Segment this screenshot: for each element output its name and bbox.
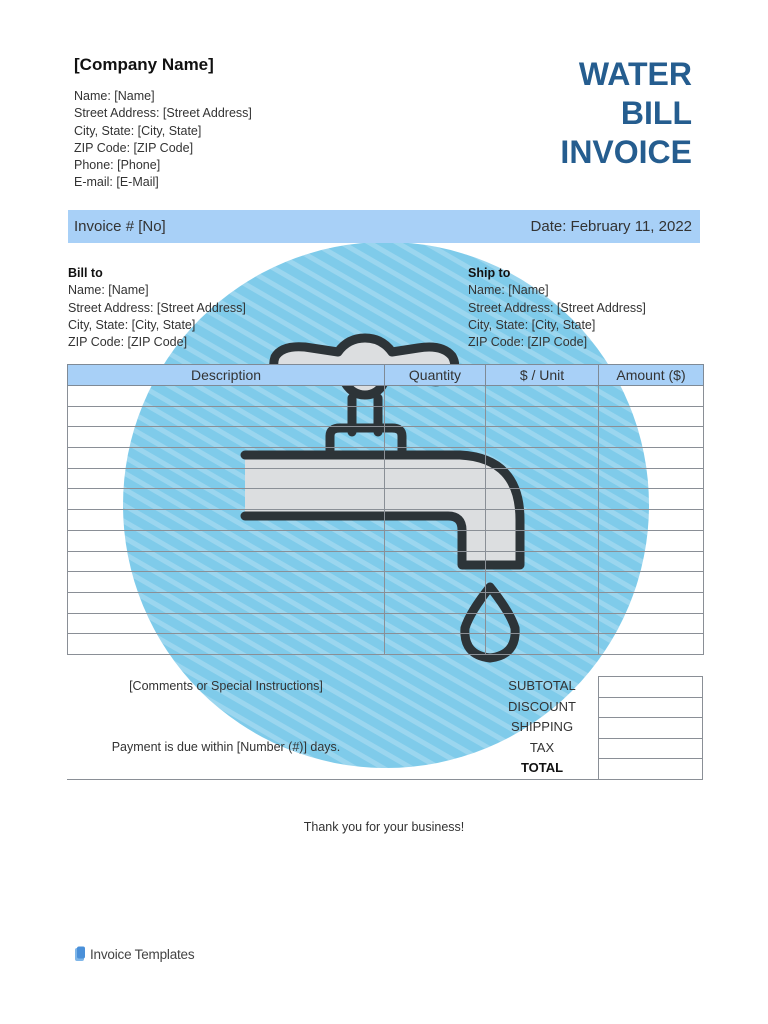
table-row: [68, 551, 704, 572]
bill-to-block: [68, 265, 246, 351]
ship-to-street[interactable]: Street Address: [Street Address]: [468, 300, 646, 315]
table-row: [68, 634, 704, 655]
table-row: [68, 406, 704, 427]
description-cell[interactable]: [68, 551, 385, 572]
document-icon: [74, 946, 86, 962]
tax-value-cell[interactable]: [599, 738, 703, 759]
quantity-cell[interactable]: [385, 510, 486, 531]
header-unit-price: $ / Unit: [486, 365, 599, 386]
bill-to-city[interactable]: City, State: [City, State]: [68, 317, 196, 332]
unit-price-cell[interactable]: [486, 551, 599, 572]
quantity-cell[interactable]: [385, 551, 486, 572]
quantity-cell[interactable]: [385, 386, 486, 407]
discount-label: DISCOUNT: [508, 698, 576, 714]
unit-price-cell[interactable]: [486, 572, 599, 593]
invoice-number[interactable]: Invoice # [No]: [74, 218, 166, 235]
table-row: [68, 489, 704, 510]
description-cell[interactable]: [68, 634, 385, 655]
unit-price-cell[interactable]: [486, 634, 599, 655]
totals-values: [598, 676, 703, 780]
table-row: [68, 592, 704, 613]
ship-to-block: [468, 265, 646, 351]
shipping-value-cell[interactable]: [599, 718, 703, 739]
amount-cell[interactable]: [599, 448, 704, 469]
description-cell[interactable]: [68, 613, 385, 634]
brand-name: Invoice Templates: [90, 946, 195, 962]
tax-label: TAX: [529, 739, 555, 755]
amount-cell[interactable]: [599, 386, 704, 407]
ship-to-name[interactable]: Name: [Name]: [468, 283, 549, 298]
description-cell[interactable]: [68, 572, 385, 593]
subtotal-value-cell[interactable]: [599, 677, 703, 698]
company-contact-zip: ZIP Code: [ZIP Code]: [74, 140, 194, 155]
amount-cell[interactable]: [599, 572, 704, 593]
quantity-cell[interactable]: [385, 489, 486, 510]
company-contact-street: Street Address: [Street Address]: [74, 106, 252, 121]
quantity-cell[interactable]: [385, 572, 486, 593]
discount-value-cell[interactable]: [599, 697, 703, 718]
table-row: [68, 427, 704, 448]
amount-cell[interactable]: [599, 510, 704, 531]
table-row: [68, 572, 704, 593]
payment-terms[interactable]: Payment is due within [Number (#)] days.: [111, 740, 341, 754]
table-row: [68, 530, 704, 551]
bill-to-heading: Bill to: [68, 266, 103, 280]
amount-cell[interactable]: [599, 592, 704, 613]
amount-cell[interactable]: [599, 530, 704, 551]
invoice-bar: [68, 210, 700, 243]
unit-price-cell[interactable]: [486, 592, 599, 613]
amount-cell[interactable]: [599, 634, 704, 655]
quantity-cell[interactable]: [385, 427, 486, 448]
line-items-body: [68, 386, 704, 655]
description-cell[interactable]: [68, 406, 385, 427]
company-contact-city: City, State: [City, State]: [74, 123, 202, 138]
amount-cell[interactable]: [599, 489, 704, 510]
unit-price-cell[interactable]: [486, 448, 599, 469]
brand-footer[interactable]: [74, 946, 194, 962]
description-cell[interactable]: [68, 489, 385, 510]
description-cell[interactable]: [68, 530, 385, 551]
total-value-cell[interactable]: [599, 759, 703, 780]
unit-price-cell[interactable]: [486, 510, 599, 531]
table-row: [68, 510, 704, 531]
total-label: TOTAL: [520, 760, 564, 776]
invoice-title: [560, 55, 692, 172]
subtotal-label: SUBTOTAL: [508, 678, 576, 693]
table-row: [68, 468, 704, 489]
company-name: [Company Name]: [74, 55, 214, 74]
description-cell[interactable]: [68, 468, 385, 489]
quantity-cell[interactable]: [385, 406, 486, 427]
company-contact-name: Name: [Name]: [74, 89, 155, 103]
table-row: [68, 448, 704, 469]
company-contact-email: E-mail: [E-Mail]: [74, 175, 159, 190]
invoice-date[interactable]: Date: February 11, 2022: [530, 218, 692, 235]
bill-to-zip[interactable]: ZIP Code: [ZIP Code]: [68, 335, 188, 350]
unit-price-cell[interactable]: [486, 489, 599, 510]
unit-price-cell[interactable]: [486, 468, 599, 489]
quantity-cell[interactable]: [385, 448, 486, 469]
description-cell[interactable]: [68, 448, 385, 469]
header-quantity: Quantity: [385, 365, 486, 386]
quantity-cell[interactable]: [385, 530, 486, 551]
unit-price-cell[interactable]: [486, 386, 599, 407]
amount-cell[interactable]: [599, 613, 704, 634]
description-cell[interactable]: [68, 427, 385, 448]
quantity-cell[interactable]: [385, 613, 486, 634]
quantity-cell[interactable]: [385, 634, 486, 655]
ship-to-heading: Ship to: [468, 266, 511, 280]
unit-price-cell[interactable]: [486, 613, 599, 634]
bill-to-street[interactable]: Street Address: [Street Address]: [68, 300, 246, 315]
bill-to-name[interactable]: Name: [Name]: [68, 283, 149, 298]
header-amount: Amount ($): [599, 365, 704, 386]
table-row: [68, 613, 704, 634]
amount-cell[interactable]: [599, 427, 704, 448]
comments-field[interactable]: [Comments or Special Instructions]: [129, 679, 323, 693]
description-cell[interactable]: [68, 592, 385, 613]
company-contact-phone: Phone: [Phone]: [74, 158, 161, 173]
ship-to-zip[interactable]: ZIP Code: [ZIP Code]: [468, 335, 588, 350]
title-line-2: BILL: [620, 95, 692, 131]
ship-to-city[interactable]: City, State: [City, State]: [468, 317, 596, 332]
amount-cell[interactable]: [599, 551, 704, 572]
line-items-table: [67, 364, 704, 655]
quantity-cell[interactable]: [385, 592, 486, 613]
title-line-3: INVOICE: [560, 134, 692, 170]
table-header-row: [68, 365, 704, 386]
title-line-1: WATER: [578, 56, 692, 92]
totals-divider: [67, 779, 599, 780]
company-contact: [74, 88, 252, 192]
amount-cell[interactable]: [599, 406, 704, 427]
unit-price-cell[interactable]: [486, 530, 599, 551]
description-cell[interactable]: [68, 510, 385, 531]
description-cell[interactable]: [68, 386, 385, 407]
unit-price-cell[interactable]: [486, 427, 599, 448]
unit-price-cell[interactable]: [486, 406, 599, 427]
thank-you-note: Thank you for your business!: [303, 820, 465, 834]
header-description: Description: [68, 365, 385, 386]
table-row: [68, 386, 704, 407]
quantity-cell[interactable]: [385, 468, 486, 489]
amount-cell[interactable]: [599, 468, 704, 489]
shipping-label: SHIPPING: [510, 719, 574, 735]
totals-labels: [486, 677, 598, 780]
